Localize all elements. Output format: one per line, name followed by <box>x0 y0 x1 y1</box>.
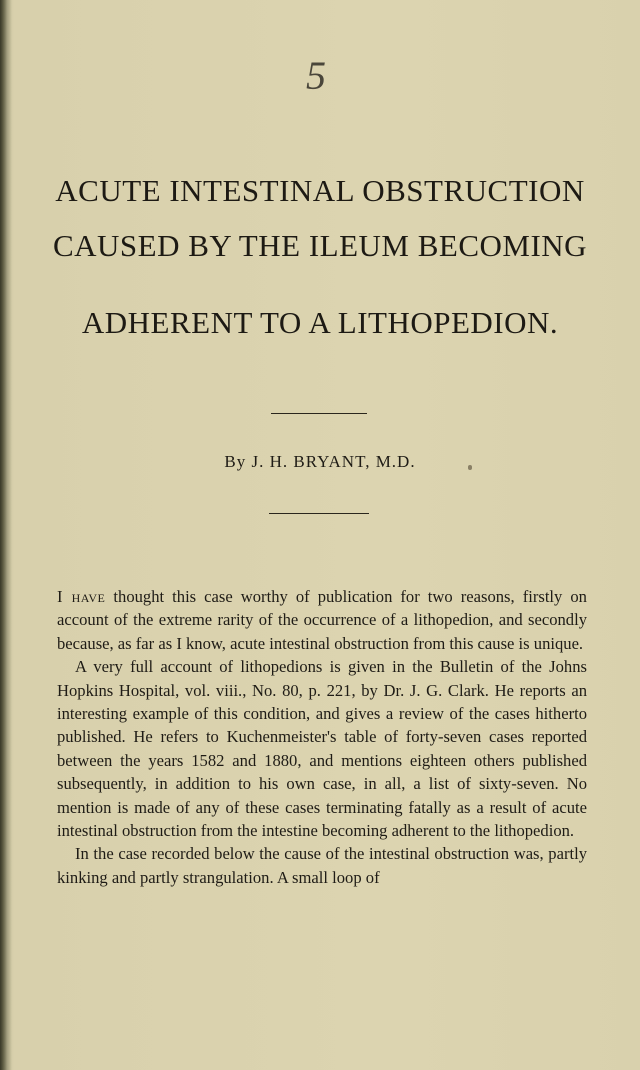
divider-rule-top <box>271 413 367 414</box>
article-body <box>57 585 587 889</box>
paragraph-1-lead: I have <box>57 587 106 606</box>
divider-rule-bottom <box>269 513 369 514</box>
author-byline: By J. H. BRYANT, M.D. <box>224 452 416 471</box>
paragraph-1-text: thought this case worthy of publication for two reasons, firstly on account of the extreme rarity of the occurrence of a lithopedion, and secondly because, as far as I know, acute intestinal obstruction from this cause is unique. <box>57 587 587 653</box>
title-line-1: ACUTE INTESTINAL OBSTRUCTION <box>55 173 585 208</box>
paragraph-1 <box>57 585 587 655</box>
title-line-2: CAUSED BY THE ILEUM BECOMING <box>52 228 588 263</box>
ink-speck <box>468 465 472 470</box>
title-line-3: ADHERENT TO A LITHOPEDION. <box>81 305 559 340</box>
spine-shadow <box>0 0 12 1070</box>
handwritten-mark: 5 <box>306 53 326 98</box>
paragraph-2: A very full account of lithopedions is given in the Bulletin of the Johns Hopkins Hospital, vol. viii., No. 80, p. 221, by Dr. J. G. Clark. He reports an interesting example of this condition, and gives a review of the cases hitherto published. He refers to Kuchenmeister's table of forty-seven cases reported between the years 1582 and 1880, and mentions eighteen others published subsequently, in addition to his own case, in all, a list of sixty-seven. No mention is made of any of these cases terminating fatally as a result of acute intestinal obstruction from the intestine becoming adherent to the lithopedion. <box>57 657 587 841</box>
paragraph-3: In the case recorded below the cause of the intestinal obstruction was, partly kinking and partly strangulation. A small loop of <box>57 844 587 887</box>
